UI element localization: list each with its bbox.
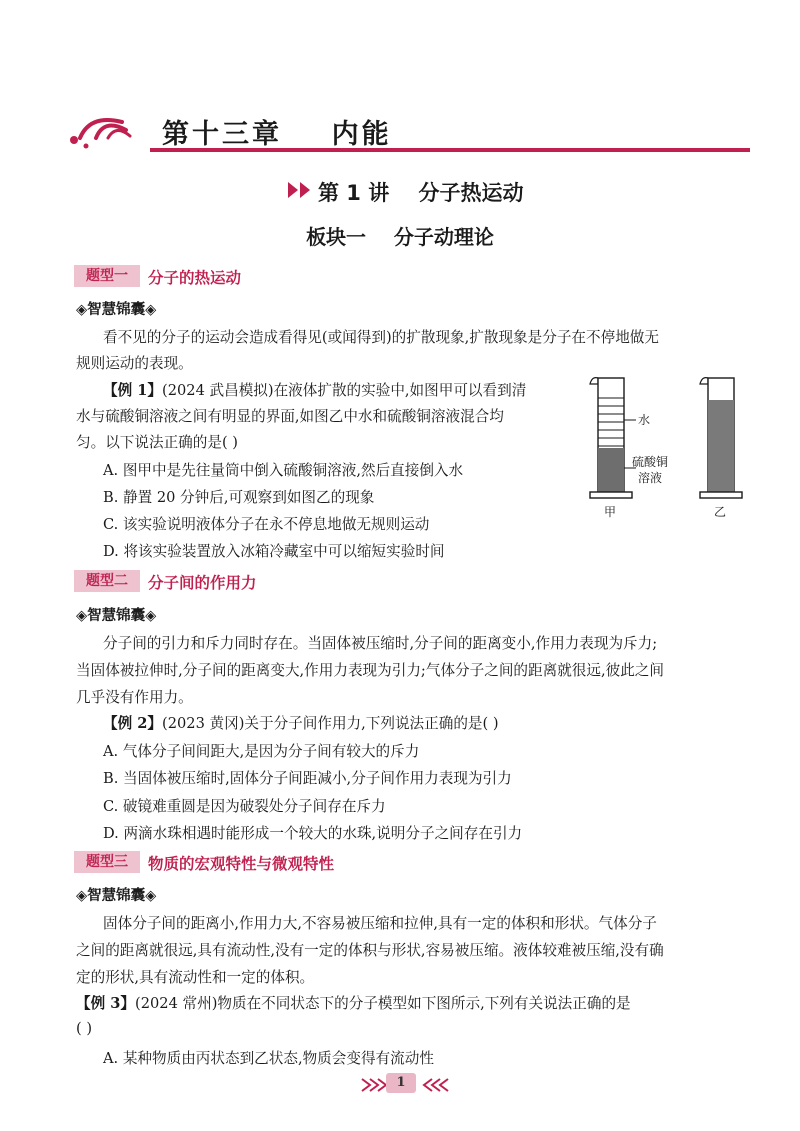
example-text: 水与硫酸铜溶液之间有明显的界面,如图乙中水和硫酸铜溶液混合均	[76, 408, 504, 425]
tips-text: 之间的距离就很远,具有流动性,没有一定的体积与形状,容易被压缩。液体较难被压缩,没有确	[76, 942, 664, 959]
example-3	[76, 992, 631, 1013]
option-c: C. 该实验说明液体分子在永不停息地做无规则运动	[103, 516, 430, 533]
question-type-badge: 题型三	[74, 851, 140, 873]
option-b: B. 静置 20 分钟后,可观察到如图乙的现象	[103, 489, 375, 506]
example-text: 匀。以下说法正确的是( )	[76, 434, 238, 451]
question-type-title: 分子间的作用力	[148, 574, 257, 592]
example-text: (2024 武昌模拟)在液体扩散的实验中,如图甲可以看到清	[162, 382, 527, 399]
solution-label: 溶液	[638, 471, 663, 485]
tips-text: 看不见的分子的运动会造成看得见(或闻得到)的扩散现象,扩散现象是分子在不停地做无	[103, 329, 659, 346]
option-d: D. 两滴水珠相遇时能形成一个较大的水珠,说明分子之间存在引力	[103, 825, 523, 842]
solution-label: 硫酸铜	[632, 455, 669, 469]
block-title: 板块一 分子动理论	[306, 225, 494, 249]
tips-text: 规则运动的表现。	[76, 355, 193, 372]
example-2	[103, 712, 499, 733]
example-label: 【例 3】	[76, 995, 136, 1012]
example-text: (2024 常州)物质在不同状态下的分子模型如下图所示,下列有关说法正确的是	[135, 995, 631, 1012]
question-type-badge: 题型一	[74, 265, 140, 287]
option-b: B. 当固体被压缩时,固体分子间距减小,分子间作用力表现为引力	[103, 770, 512, 787]
example-label: 【例 2】	[103, 715, 163, 732]
tips-text: 当固体被拉伸时,分子间的距离变大,作用力表现为引力;气体分子之间的距离就很远,彼此之间	[76, 662, 664, 679]
option-c: C. 破镜难重圆是因为破裂处分子间存在斥力	[103, 798, 386, 815]
tips-text: 定的形状,具有流动性和一定的体积。	[76, 969, 315, 986]
tips-text: 分子间的引力和斥力同时存在。当固体被压缩时,分子间的距离变小,作用力表现为斥力;	[103, 635, 658, 652]
cylinder-yi	[700, 378, 742, 519]
option-a: A. 图甲中是先往量筒中倒入硫酸铜溶液,然后直接倒入水	[103, 462, 464, 479]
example-text: ( )	[76, 1020, 93, 1037]
tips-label: ◈智慧锦囊◈	[76, 608, 157, 624]
example-1	[103, 379, 526, 400]
cylinder-jia	[590, 378, 668, 519]
page-number: 1	[386, 1073, 416, 1093]
option-a: A. 某种物质由丙状态到乙状态,物质会变得有流动性	[103, 1050, 434, 1067]
option-a: A. 气体分子间间距大,是因为分子间有较大的斥力	[103, 743, 420, 760]
question-type-title: 物质的宏观特性与微观特性	[148, 855, 335, 873]
tips-text: 固体分子间的距离小,作用力大,不容易被压缩和拉伸,具有一定的体积和形状。气体分子	[103, 915, 657, 932]
double-arrow-icon	[286, 180, 316, 200]
lecture-title: 第 1 讲 分子热运动	[318, 181, 524, 205]
example-text: (2023 黄冈)关于分子间作用力,下列说法正确的是( )	[162, 715, 499, 732]
water-label: 水	[638, 413, 651, 427]
tips-text: 几乎没有作用力。	[76, 689, 193, 706]
figure-yi-label: 乙	[714, 505, 727, 519]
example-label: 【例 1】	[103, 382, 163, 399]
figure-jia-label: 甲	[604, 505, 617, 519]
option-d: D. 将该实验装置放入冰箱冷藏室中可以缩短实验时间	[103, 543, 445, 560]
question-type-badge: 题型二	[74, 570, 140, 592]
tips-label: ◈智慧锦囊◈	[76, 888, 157, 904]
cylinder-figure	[580, 370, 760, 520]
question-type-title: 分子的热运动	[148, 269, 242, 287]
chapter-title: 第十三章 内能	[162, 119, 392, 150]
tips-label: ◈智慧锦囊◈	[76, 302, 157, 318]
